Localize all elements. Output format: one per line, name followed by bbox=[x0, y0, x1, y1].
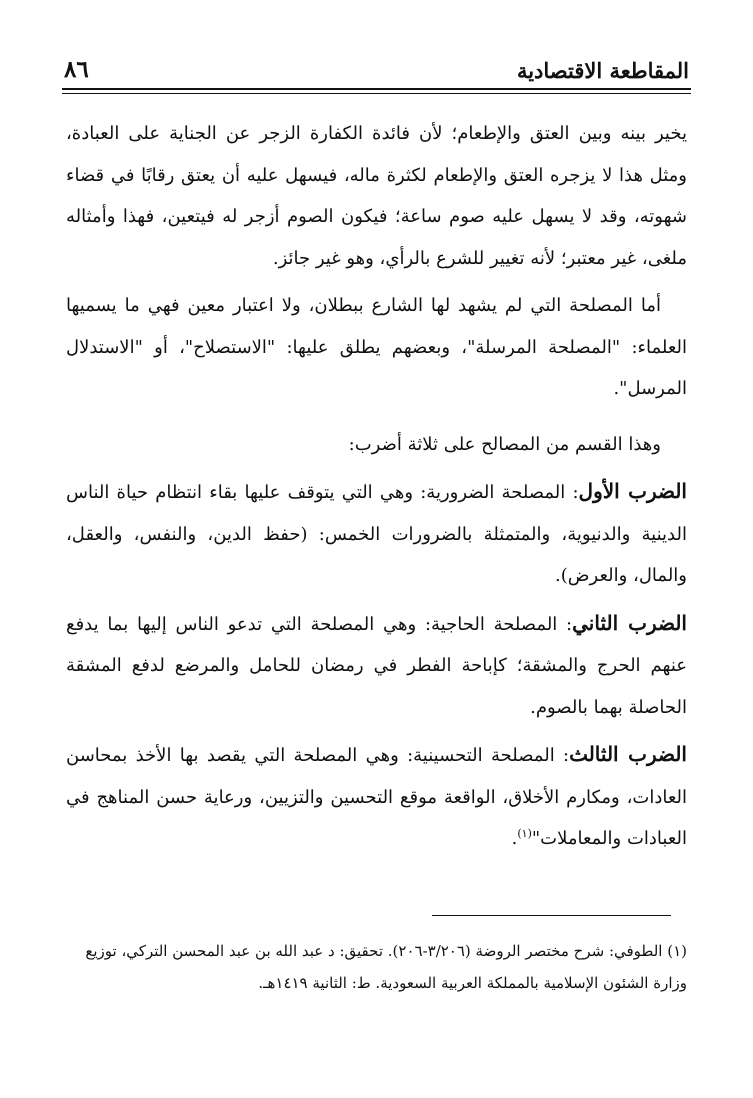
footnote-separator bbox=[432, 915, 671, 916]
section-label-second: الضرب الثاني bbox=[572, 610, 687, 635]
paragraph-5 bbox=[66, 603, 687, 729]
paragraph-3 bbox=[66, 424, 687, 466]
paragraph-3-text: وهذا القسم من المصالح على ثلاثة أضرب: bbox=[348, 433, 661, 455]
header-rule-thick bbox=[62, 88, 691, 90]
paragraph-2 bbox=[66, 285, 687, 410]
paragraph-6-text: : المصلحة التحسينية: وهي المصلحة التي يقصد بها الأخذ بمحاسن العادات، ومكارم الأخلاق، الواقعة موقع التحسين والتزيين، ورعاية حسن المناهج في العبادات والمعاملات" bbox=[66, 745, 687, 849]
footnote-line-1: (١) الطوفي: شرح مختصر الروضة (٣/٢٠٦-٢٠٦). تحقيق: د عبد الله بن عبد المحسن التركي، توزيع bbox=[85, 942, 687, 960]
paragraph-4-text: : المصلحة الضرورية: وهي التي يتوقف عليها بقاء انتظام حياة الناس الدينية والدنيوية، والمتمثلة بالضرورات الخمس: (حفظ الدين، والنفس، والعقل، والمال، والعرض). bbox=[66, 482, 687, 586]
main-text bbox=[66, 113, 687, 860]
page-number: ٨٦ bbox=[64, 56, 89, 83]
paragraph-1: يخير بينه وبين العتق والإطعام؛ لأن فائدة الكفارة الزجر عن الجناية على العبادة، ومثل هذا لا يزجره العتق والإطعام لكثرة ماله، فيسهل عليه أن يعتق رقابًا في قضاء شهوته، وقد لا يسهل عليه صوم ساعة؛ فيكون الصوم أزجر له فيتعين، فهذا وأمثاله ملغى، غير معتبر؛ لأنه تغيير للشرع بالرأي، وهو غير جائز. bbox=[66, 123, 687, 269]
paragraph-6 bbox=[66, 734, 687, 860]
paragraph-6-end: . bbox=[511, 828, 518, 849]
header-rule-thin bbox=[62, 93, 691, 94]
section-label-first: الضرب الأول bbox=[578, 479, 687, 503]
running-header bbox=[62, 50, 691, 90]
paragraph-2-text: أما المصلحة التي لم يشهد لها الشارع ببطلان، ولا اعتبار معين فهي ما يسميها العلماء: "المصلحة المرسلة"، وبعضهم يطلق عليها: "الاستصلاح"، أو "الاستدلال المرسل". bbox=[66, 295, 687, 399]
section-label-third: الضرب الثالث bbox=[569, 742, 687, 766]
paragraph-4 bbox=[66, 471, 687, 597]
running-title: المقاطعة الاقتصادية bbox=[516, 58, 689, 83]
footnote-reference[interactable]: (١) bbox=[517, 827, 532, 840]
paragraph-5-text: : المصلحة الحاجية: وهي المصلحة التي تدعو الناس إليها بما يدفع عنهم الحرج والمشقة؛ كإباحة الفطر في رمضان للحامل والمرضع لدفع المشقة الحاصلة بهما بالصوم. bbox=[66, 613, 687, 718]
footnote bbox=[66, 935, 687, 999]
footnote-line-2: وزارة الشئون الإسلامية بالمملكة العربية السعودية. ط: الثانية ١٤١٩هـ. bbox=[258, 974, 687, 992]
